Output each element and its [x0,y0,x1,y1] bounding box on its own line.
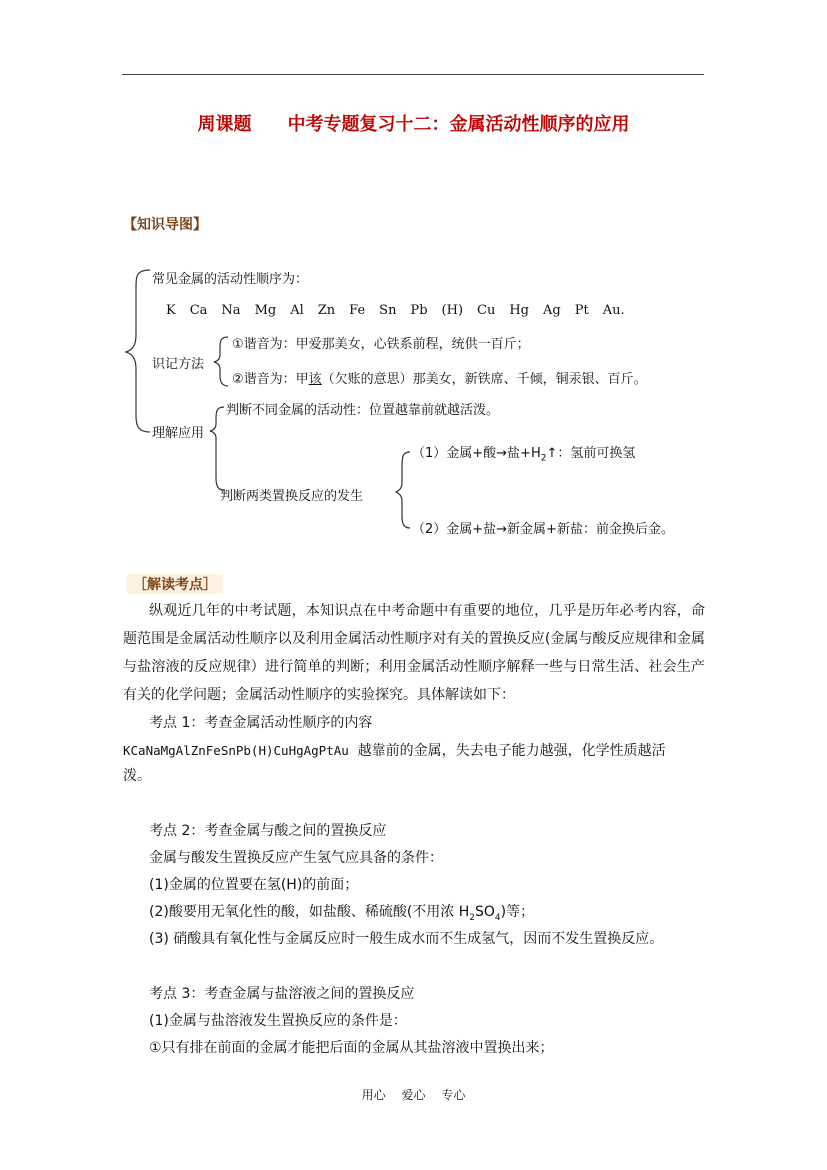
reaction-2: （2）金属+盐→新金属+新盐：前金换后金。 [412,522,674,537]
metal-symbol: Mg [254,303,277,318]
metal-symbol: Cu [477,303,496,318]
memory-label: 识记方法 [152,357,205,372]
metal-symbol: K [166,303,176,318]
point3-title: 考点 3：考查金属与盐溶液之间的置换反应 [149,986,415,1002]
order-intro: 常见金属的活动性顺序为： [152,272,309,287]
brace-main [126,270,150,432]
apply-line-1: 判断不同金属的活动性：位置越靠前就越活泼。 [226,403,500,418]
metal-symbol: Au. [602,303,625,318]
memory-line-1: ①谐音为：甲爱那美女，心铁系前程，统供一百斤； [232,337,530,352]
brace-apply [210,407,224,490]
point2-condition-2: (2)酸要用无氧化性的酸，如盐酸、稀硫酸(不用浓 $H_2SO_4$)等； [149,904,535,923]
brace-reaction [396,452,410,528]
point2-condition-3: (3) 硝酸具有氧化性与金属反应时一般生成水而不生成氢气，因而不发生置换反应。 [149,931,664,947]
title-left: 周课题 [197,114,252,135]
metal-symbol: Hg [509,303,530,318]
metal-symbol: Na [221,303,241,318]
point1-line-2: 泼。 [123,768,151,784]
metal-symbol: Pt [574,303,589,318]
apply-label: 理解应用 [152,426,205,441]
point3-condition-1: ①只有排在前面的金属才能把后面的金属从其盐溶液中置换出来； [149,1040,554,1056]
metal-symbol: Sn [379,303,397,318]
footer-item: 专心 [441,1088,466,1102]
metal-symbol: Al [290,303,304,318]
point1-line: KCaNaMgAlZnFeSnPb(H)CuHgAgPtAu 越靠前的金属，失去电子能力越强，化学性质越活 [123,743,666,759]
metal-symbol: Pb [410,303,428,318]
metal-symbol: Zn [317,303,336,318]
point2-condition-1: (1)金属的位置要在氢(H)的前面； [149,877,359,893]
point2-intro: 金属与酸发生置换反应产生氢气应具备的条件： [149,850,443,866]
footer-item: 爱心 [401,1088,426,1102]
reaction-1: （1）金属+酸→盐$+H_2↑$：氢前可换氢 [412,446,636,464]
metal-symbol: Ag [543,303,561,318]
section-analysis: ［解读考点］ [127,574,223,594]
metal-sequence [166,303,639,318]
memory-underlined-char: 该 [308,372,322,387]
metal-symbol: (H) [441,303,464,318]
footer-item: 用心 [361,1088,386,1102]
memory-line-2: ②谐音为：甲该（欠账的意思）那美女，新铁席、千倾，铜汞银、百斤。 [232,372,647,387]
metal-symbol: Fe [349,303,366,318]
apply-line-2: 判断两类置换反应的发生 [220,489,364,504]
point1-sequence: KCaNaMgAlZnFeSnPb(H)CuHgAgPtAu [123,743,349,758]
title-right: 中考专题复习十二：金属活动性顺序的应用 [287,114,630,135]
point1-title: 考点 1：考查金属活动性顺序的内容 [149,715,373,731]
intro-paragraph: 纵观近几年的中考试题，本知识点在中考命题中有重要的地位，几乎是历年必考内容，命题范围是金属活动性顺序以及利用金属活动性顺序对有关的置换反应(金属与酸反应规律和金属与盐溶液的反应规律）进行简单的判断；利用金属活动性顺序解释一些与日常生活、社会生产有关的化学问题；金属活动性顺序的实验探究。具体解读如下： [123,603,705,703]
page-footer [0,1086,827,1103]
section-knowledge-map: 【知识导图】 [123,217,207,233]
point3-intro: (1)金属与盐溶液发生置换反应的条件是： [149,1013,407,1029]
point2-title: 考点 2：考查金属与酸之间的置换反应 [149,823,387,839]
brace-memory [214,337,228,386]
metal-symbol: Ca [189,303,208,318]
